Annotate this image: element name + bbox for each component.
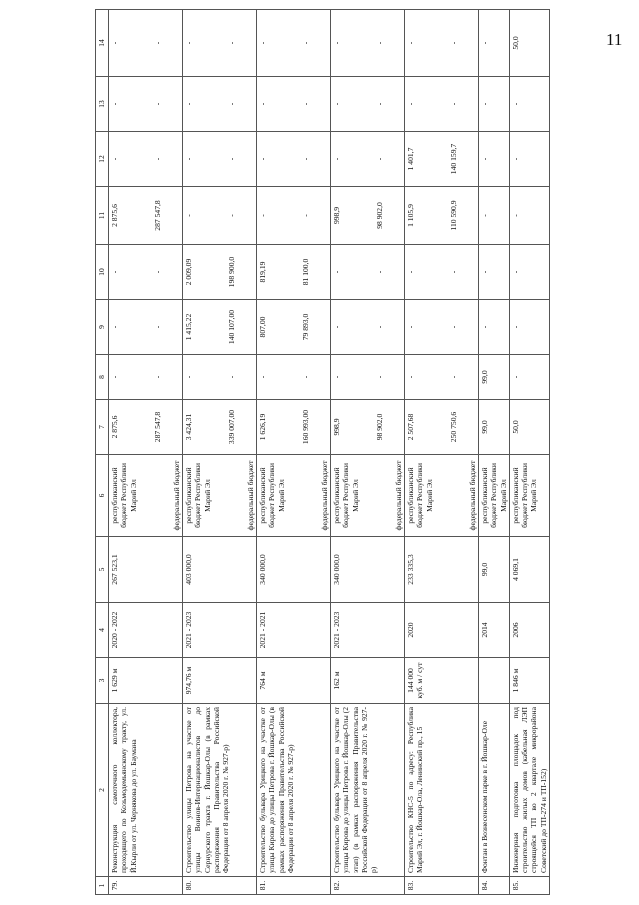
amount-c12 xyxy=(479,132,510,187)
spacer xyxy=(267,13,301,73)
amount-value: - xyxy=(480,325,489,329)
amount-value: 50,0 xyxy=(510,36,520,50)
estimated-cost: 4 069,1 xyxy=(509,537,549,603)
amount-value: - xyxy=(227,214,237,217)
spacer xyxy=(267,303,301,351)
spacer xyxy=(193,248,227,296)
amount-c12 xyxy=(509,132,549,187)
amount-value: 3 424,31 xyxy=(184,413,193,441)
spacer xyxy=(119,135,153,183)
amount-c7 xyxy=(257,400,331,455)
amount-value: - xyxy=(406,270,415,274)
amount-value: 140 107,00 xyxy=(227,309,237,345)
amount-c10 xyxy=(479,245,510,300)
amount-value: 50,0 xyxy=(510,420,520,434)
spacer xyxy=(193,358,227,396)
amount-c8 xyxy=(183,355,257,400)
column-number-7: 7 xyxy=(96,400,109,455)
column-number-13: 13 xyxy=(96,77,109,132)
spacer xyxy=(267,248,301,296)
amount-value: - xyxy=(406,41,415,45)
amount-c10 xyxy=(183,245,257,300)
table-row xyxy=(509,10,549,895)
amount-value: - xyxy=(153,325,163,329)
funding-source-cell xyxy=(405,455,479,537)
amount-value: 339 007,00 xyxy=(227,409,237,445)
amount-value: - xyxy=(480,41,489,45)
estimated-cost: 403 000,0 xyxy=(183,537,257,603)
table-row xyxy=(109,10,183,895)
table-body xyxy=(109,10,550,895)
amount-value: - xyxy=(449,270,459,274)
amount-value: - xyxy=(110,375,119,379)
amount-c9 xyxy=(109,300,183,355)
spacer xyxy=(434,458,468,533)
construction-period: 2020 - 2022 xyxy=(109,603,183,658)
amount-value: - xyxy=(510,157,520,161)
investment-table xyxy=(95,9,550,895)
amount-c7 xyxy=(405,400,479,455)
object-name: Строительство бульвара Урицкого на участке от улицы Кирова до улицы Петрова г. Йошкар-Олы (в рамках распоряжения Правительства Российской Федерации от 8 апреля 2020 г. № 927-р) xyxy=(257,704,331,877)
table-row xyxy=(257,10,331,895)
funding-source: федеральный бюджет xyxy=(319,460,329,531)
amount-value: 287 547,8 xyxy=(153,411,163,443)
row-number: 83. xyxy=(405,877,479,895)
amount-c11 xyxy=(509,187,549,245)
spacer xyxy=(193,80,227,128)
funding-source-cell xyxy=(183,455,257,537)
amount-c8 xyxy=(509,355,549,400)
estimated-cost: 233 335,3 xyxy=(405,537,479,603)
amount-value: - xyxy=(153,270,163,274)
construction-period: 2014 xyxy=(479,603,510,658)
column-number-10: 10 xyxy=(96,245,109,300)
amount-value: 81 100,0 xyxy=(301,258,311,286)
row-number: 79. xyxy=(109,877,183,895)
amount-value: 79 893,0 xyxy=(301,313,311,341)
amount-value: - xyxy=(153,375,163,379)
spacer xyxy=(286,458,320,533)
spacer xyxy=(341,135,375,183)
funding-source: республиканский бюджет Республики Марий Эл xyxy=(110,463,138,528)
amount-c12 xyxy=(405,132,479,187)
amount-value: - xyxy=(449,41,459,45)
funding-source: республиканский бюджет Республики Марий Эл xyxy=(184,463,212,528)
construction-period: 2006 xyxy=(509,603,549,658)
amount-c13 xyxy=(331,77,405,132)
funding-source: федеральный бюджет xyxy=(393,460,403,531)
column-number-1: 1 xyxy=(96,877,109,895)
column-number-5: 5 xyxy=(96,537,109,603)
amount-value: - xyxy=(375,375,385,379)
amount-value: - xyxy=(184,102,193,106)
object-name: Строительство КНС-5 по адресу: Республика Марий Эл, г. Йошкар-Ола, Ленинский пр., 15 xyxy=(405,704,479,877)
spacer xyxy=(415,358,449,396)
amount-value: 99,0 xyxy=(480,420,489,434)
amount-value: 1 401,7 xyxy=(406,147,415,171)
amount-c10 xyxy=(405,245,479,300)
amount-value: - xyxy=(449,102,459,106)
amount-value: 2 875,6 xyxy=(110,415,119,439)
page-number: 11 xyxy=(606,30,623,49)
estimated-cost: 340 000,0 xyxy=(257,537,331,603)
amount-c9 xyxy=(479,300,510,355)
amount-value: - xyxy=(510,102,520,106)
spacer xyxy=(341,303,375,351)
estimated-cost: 99,0 xyxy=(479,537,510,603)
row-number: 84. xyxy=(479,877,510,895)
amount-value: - xyxy=(332,325,341,329)
construction-period: 2021 - 2023 xyxy=(331,603,405,658)
amount-value: - xyxy=(332,41,341,45)
column-number-3: 3 xyxy=(96,658,109,704)
amount-value: - xyxy=(110,325,119,329)
amount-value: 99,0 xyxy=(480,370,489,384)
funding-source-cell xyxy=(479,455,510,537)
row-number: 81. xyxy=(257,877,331,895)
spacer xyxy=(415,303,449,351)
object-name: Строительство улицы Петрова на участке от улицы Воинов-Интернационалистов до Сернурского тракта г. Йошкар-Олы (в рамках распоряжения Правительства Российской Федерации от 8 апреля 2020 г. № 927-р) xyxy=(183,704,257,877)
spacer xyxy=(193,13,227,73)
amount-c11 xyxy=(331,187,405,245)
amount-value: - xyxy=(227,41,237,45)
funding-source-cell xyxy=(109,455,183,537)
spacer xyxy=(341,13,375,73)
funding-source: федеральный бюджет xyxy=(245,460,255,531)
capacity: 764 м xyxy=(257,658,331,704)
amount-value: - xyxy=(153,41,163,45)
amount-c13 xyxy=(405,77,479,132)
amount-value: - xyxy=(375,157,385,161)
column-number-12: 12 xyxy=(96,132,109,187)
amount-c9 xyxy=(183,300,257,355)
amount-c14 xyxy=(183,10,257,77)
amount-value: 98 902,0 xyxy=(375,413,385,441)
amount-value: - xyxy=(375,102,385,106)
amount-c8 xyxy=(109,355,183,400)
amount-c9 xyxy=(257,300,331,355)
amount-c13 xyxy=(509,77,549,132)
spacer xyxy=(193,135,227,183)
spacer xyxy=(360,458,394,533)
amount-value: 819,19 xyxy=(258,261,267,283)
amount-c13 xyxy=(183,77,257,132)
amount-value: 2 875,6 xyxy=(110,204,119,227)
spacer xyxy=(119,403,153,451)
amount-value: 998,9 xyxy=(332,418,341,436)
construction-period: 2021 - 2021 xyxy=(257,603,331,658)
column-number-11: 11 xyxy=(96,187,109,245)
spacer xyxy=(267,358,301,396)
amount-value: - xyxy=(375,270,385,274)
amount-c8 xyxy=(257,355,331,400)
amount-c8 xyxy=(405,355,479,400)
amount-c7 xyxy=(509,400,549,455)
spacer xyxy=(138,458,172,533)
spacer xyxy=(415,403,449,451)
amount-c10 xyxy=(331,245,405,300)
amount-c8 xyxy=(331,355,405,400)
amount-c11 xyxy=(257,187,331,245)
spacer xyxy=(119,358,153,396)
amount-c7 xyxy=(109,400,183,455)
amount-value: 2 009,09 xyxy=(184,258,193,286)
amount-value: - xyxy=(153,157,163,161)
amount-c14 xyxy=(479,10,510,77)
amount-value: 1 105,9 xyxy=(406,204,415,227)
amount-c12 xyxy=(109,132,183,187)
amount-value: - xyxy=(227,102,237,106)
amount-value: - xyxy=(301,41,311,45)
amount-c7 xyxy=(331,400,405,455)
amount-c12 xyxy=(183,132,257,187)
object-name: Инженерная подготовка площадок под строительство жилых домов (кабельная ЛЭП строящейся ТП во 2 квартале микрорайона Советский до ТП-274 и ТП-152) xyxy=(509,704,549,877)
column-number-row xyxy=(96,10,109,895)
table-row xyxy=(331,10,405,895)
amount-value: 287 547,8 xyxy=(153,200,163,231)
amount-c13 xyxy=(479,77,510,132)
amount-value: - xyxy=(110,41,119,45)
amount-c14 xyxy=(509,10,549,77)
amount-value: - xyxy=(406,325,415,329)
spacer xyxy=(119,13,153,73)
spacer xyxy=(415,135,449,183)
amount-c9 xyxy=(405,300,479,355)
amount-value: - xyxy=(480,214,489,217)
amount-c10 xyxy=(257,245,331,300)
amount-value: - xyxy=(406,375,415,379)
amount-value: - xyxy=(332,102,341,106)
spacer xyxy=(341,403,375,451)
amount-value: 198 900,0 xyxy=(227,256,237,288)
amount-value: - xyxy=(184,375,193,379)
amount-c11 xyxy=(405,187,479,245)
column-number-2: 2 xyxy=(96,704,109,877)
spacer xyxy=(193,303,227,351)
amount-c13 xyxy=(109,77,183,132)
capacity: 1 846 м xyxy=(509,658,549,704)
spacer xyxy=(212,458,246,533)
funding-source: республиканский бюджет Республики Марий Эл xyxy=(332,463,360,528)
amount-value: - xyxy=(510,270,520,274)
amount-c14 xyxy=(257,10,331,77)
amount-c12 xyxy=(257,132,331,187)
capacity xyxy=(479,658,510,704)
amount-c9 xyxy=(509,300,549,355)
construction-period: 2020 xyxy=(405,603,479,658)
amount-value: 2 507,68 xyxy=(406,413,415,441)
spacer xyxy=(415,13,449,73)
amount-value: - xyxy=(258,214,267,217)
amount-value: - xyxy=(110,102,119,106)
amount-c14 xyxy=(109,10,183,77)
table-row xyxy=(479,10,510,895)
capacity: 1 629 м xyxy=(109,658,183,704)
amount-value: - xyxy=(375,41,385,45)
construction-period: 2021 - 2023 xyxy=(183,603,257,658)
spacer xyxy=(267,80,301,128)
amount-value: - xyxy=(449,375,459,379)
amount-value: 1 626,19 xyxy=(258,413,267,441)
spacer xyxy=(119,303,153,351)
amount-value: - xyxy=(301,157,311,161)
spacer xyxy=(119,80,153,128)
object-name: Строительство бульвара Урицкого на участке от улицы Кирова до улицы Петрова г. Йошкар-Олы (2 этап) (в рамках распоряжения Правительства Российской Федерации от 8 апреля 2020 г. № 927-р) xyxy=(331,704,405,877)
spacer xyxy=(267,135,301,183)
amount-value: - xyxy=(480,157,489,161)
amount-value: - xyxy=(301,214,311,217)
spacer xyxy=(119,190,153,241)
amount-c9 xyxy=(331,300,405,355)
column-number-9: 9 xyxy=(96,300,109,355)
amount-value: - xyxy=(480,102,489,106)
row-number: 80. xyxy=(183,877,257,895)
spacer xyxy=(267,190,301,241)
spacer xyxy=(341,248,375,296)
amount-c10 xyxy=(509,245,549,300)
amount-value: - xyxy=(184,157,193,161)
amount-c7 xyxy=(479,400,510,455)
amount-value: 110 590,9 xyxy=(449,200,459,231)
amount-value: - xyxy=(110,270,119,274)
amount-c14 xyxy=(331,10,405,77)
amount-value: - xyxy=(510,325,520,329)
amount-value: - xyxy=(227,375,237,379)
funding-source-cell xyxy=(257,455,331,537)
amount-value: 807,00 xyxy=(258,316,267,338)
amount-c11 xyxy=(479,187,510,245)
funding-source: федеральный бюджет xyxy=(467,460,477,531)
table-container xyxy=(95,10,623,895)
spacer xyxy=(267,403,301,451)
column-number-4: 4 xyxy=(96,603,109,658)
amount-value: - xyxy=(480,270,489,274)
spacer xyxy=(415,248,449,296)
amount-c10 xyxy=(109,245,183,300)
spacer xyxy=(341,358,375,396)
amount-c11 xyxy=(183,187,257,245)
column-number-8: 8 xyxy=(96,355,109,400)
table-row xyxy=(405,10,479,895)
amount-value: - xyxy=(258,41,267,45)
spacer xyxy=(415,190,449,241)
amount-value: - xyxy=(258,375,267,379)
amount-c8 xyxy=(479,355,510,400)
amount-c13 xyxy=(257,77,331,132)
amount-value: - xyxy=(375,325,385,329)
amount-value: - xyxy=(449,325,459,329)
spacer xyxy=(193,403,227,451)
object-name: Реконструкция самотечного коллектора, проходящего по Козьмодемьянскому тракту, ул. Й.Кырли от ул. Чернякова до ул. Баумана xyxy=(109,704,183,877)
amount-value: 1 415,22 xyxy=(184,313,193,341)
estimated-cost: 340 000,0 xyxy=(331,537,405,603)
funding-source: республиканский бюджет Республики Марий Эл xyxy=(510,463,539,528)
funding-source-cell xyxy=(509,455,549,537)
amount-value: - xyxy=(332,157,341,161)
spacer xyxy=(119,248,153,296)
amount-value: 250 750,6 xyxy=(449,411,459,443)
amount-value: 140 159,7 xyxy=(449,143,459,175)
amount-c14 xyxy=(405,10,479,77)
amount-value: - xyxy=(184,41,193,45)
amount-value: - xyxy=(301,102,311,106)
amount-value: - xyxy=(301,375,311,379)
row-number: 82. xyxy=(331,877,405,895)
amount-value: 160 993,00 xyxy=(301,409,311,445)
amount-value: 98 902,0 xyxy=(375,202,385,229)
estimated-cost: 267 523,1 xyxy=(109,537,183,603)
column-number-6: 6 xyxy=(96,455,109,537)
amount-value: - xyxy=(258,157,267,161)
spacer xyxy=(341,190,375,241)
amount-value: - xyxy=(184,214,193,217)
capacity: 974,76 м xyxy=(183,658,257,704)
funding-source: республиканский бюджет Республики Марий Эл xyxy=(480,463,508,528)
amount-c7 xyxy=(183,400,257,455)
column-number-14: 14 xyxy=(96,10,109,77)
row-number: 85. xyxy=(509,877,549,895)
amount-value: - xyxy=(510,375,520,379)
amount-value: - xyxy=(332,375,341,379)
amount-c11 xyxy=(109,187,183,245)
amount-value: - xyxy=(227,157,237,161)
funding-source: республиканский бюджет Республики Марий Эл xyxy=(406,463,434,528)
funding-source: республиканский бюджет Республики Марий Эл xyxy=(258,463,286,528)
capacity: 144 000 куб. м / сут xyxy=(405,658,479,704)
amount-value: - xyxy=(153,102,163,106)
table-row xyxy=(183,10,257,895)
spacer xyxy=(415,80,449,128)
spacer xyxy=(193,190,227,241)
amount-c12 xyxy=(331,132,405,187)
spacer xyxy=(341,80,375,128)
object-name: Фонтан в Вознесенском парке в г. Йошкар-Оле xyxy=(479,704,510,877)
amount-value: 998,9 xyxy=(332,206,341,225)
amount-value: - xyxy=(110,157,119,161)
amount-value: - xyxy=(332,270,341,274)
funding-source-cell xyxy=(331,455,405,537)
funding-source: федеральный бюджет xyxy=(171,460,181,531)
capacity: 162 м xyxy=(331,658,405,704)
amount-value: - xyxy=(258,102,267,106)
amount-value: - xyxy=(510,214,520,217)
amount-value: - xyxy=(406,102,415,106)
